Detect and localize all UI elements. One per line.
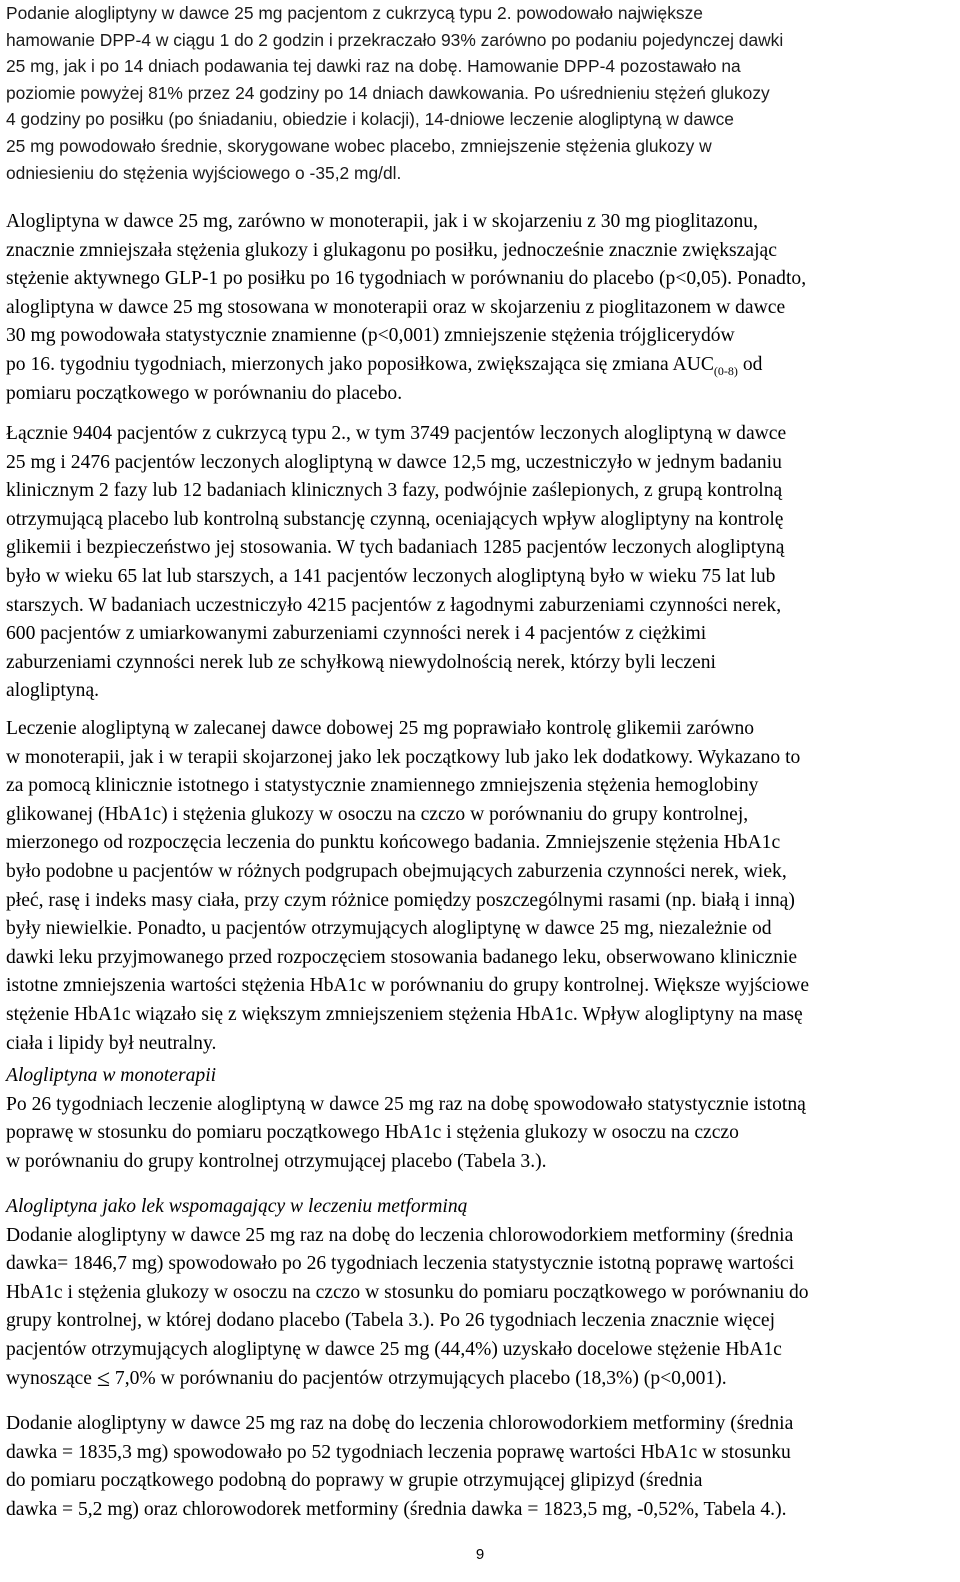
text-line: odniesieniu do stężenia wyjściowego o -35,2 mg/dl. — [6, 162, 402, 183]
text-line: w porównaniu do grupy kontrolnej otrzymującej placebo (Tabela 3.). — [6, 1150, 547, 1172]
text-line: glikemii i bezpieczeństwo jej stosowania. W tych badaniach 1285 pacjentów leczonych alogliptyną — [6, 537, 785, 559]
text-line-auc — [6, 351, 954, 380]
text-line: 25 mg, jak i po 14 dniach podawania tej dawki raz na dobę. Hamowanie DPP-4 pozostawało na — [6, 56, 741, 77]
paragraph-52-weeks — [6, 1410, 954, 1524]
text-line: było w wieku 65 lat lub starszych, a 141 pacjentów leczonych alogliptyną było w wieku 75 lat lub — [6, 565, 776, 587]
section-metformin-addon — [6, 1193, 954, 1393]
text-line: hamowanie DPP-4 w ciągu 1 do 2 godzin i przekraczało 93% zarówno po podaniu pojedynczej dawki — [6, 29, 784, 50]
text-line: 30 mg powodowała statystycznie znamienne (p<0,001) zmniejszenie stężenia trójglicerydów — [6, 325, 735, 347]
section-heading: Alogliptyna w monoterapii — [6, 1065, 217, 1086]
text-line: otrzymującą placebo lub kontrolną substancję czynną, oceniających wpływ alogliptyny na kontrolę — [6, 508, 784, 530]
text-line: istotne zmniejszenia wartości stężenia HbA1c w porównaniu do grupy kontrolnej. Większe wyjściowe — [6, 975, 810, 997]
text-line: 4 godziny po posiłku (po śniadaniu, obiedzie i kolacji), 14-dniowe leczenie alogliptyną w dawce — [6, 109, 734, 130]
section-monotherapy — [6, 1062, 954, 1176]
text-line: alogliptyną. — [6, 680, 100, 702]
text-line: poziomie powyżej 81% przez 24 godziny po 14 dniach dawkowania. Po uśrednieniu stężeń glukozy — [6, 82, 770, 103]
text-segment: po 16. tygodniu tygodniach, mierzonych jako poposiłkowa, zwiększająca się zmiana AUC — [6, 353, 714, 375]
paragraph-pharmacodynamics — [6, 0, 954, 186]
text-segment: od — [737, 353, 763, 375]
text-line: mierzonego od rozpoczęcia leczenia do punktu końcowego badania. Zmniejszenie stężenia HbA1c — [6, 832, 781, 854]
text-line: dawka = 5,2 mg) oraz chlorowodorek metforminy (średnia dawka = 1823,5 mg, -0,52%, Tabela 4.). — [6, 1498, 787, 1520]
text-line: za pomocą klinicznie istotnego i statystycznie znamiennego zmniejszenia stężenia hemoglobiny — [6, 775, 759, 797]
paragraph-glycemic-control — [6, 715, 954, 1058]
text-line: glikowanej (HbA1c) i stężenia glukozy w osoczu na czczo w porównaniu do grupy kontrolnej, — [6, 803, 749, 825]
page-number: 9 — [475, 1546, 485, 1563]
text-line: Po 26 tygodniach leczenie alogliptyną w dawce 25 mg raz na dobę spowodowało statystycznie istotną — [6, 1093, 806, 1115]
text-segment: 7,0% w porównaniu do pacjentów otrzymujących placebo (18,3%) (p<0,001). — [110, 1367, 727, 1389]
text-line: pomiaru początkowego w porównaniu do placebo. — [6, 382, 403, 404]
less-or-equal-symbol: ≤ — [96, 1365, 111, 1392]
text-line: płeć, rasę i indeks masy ciała, przy czym różnice pomiędzy poszczególnymi rasami (np. białą i inną) — [6, 889, 795, 911]
text-line: Łącznie 9404 pacjentów z cukrzycą typu 2., w tym 3749 pacjentów leczonych alogliptyną w dawce — [6, 423, 787, 444]
text-line: dawka = 1835,3 mg) spowodowało po 52 tygodniach leczenia poprawę wartości HbA1c w stosunku — [6, 1441, 791, 1463]
text-line: Dodanie alogliptyny w dawce 25 mg raz na dobę do leczenia chlorowodorkiem metforminy (średnia — [6, 1224, 794, 1246]
paragraph-patient-count — [6, 420, 954, 706]
text-line: Podanie alogliptyny w dawce 25 mg pacjentom z cukrzycą typu 2. powodowało największe — [6, 3, 703, 23]
text-line: 25 mg powodowało średnie, skorygowane wobec placebo, zmniejszenie stężenia glukozy w — [6, 135, 712, 156]
text-line: grupy kontrolnej, w której dodano placebo (Tabela 3.). Po 26 tygodniach leczenia znacznie więcej — [6, 1310, 776, 1332]
text-line: alogliptyna w dawce 25 mg stosowana w monoterapii oraz w skojarzeniu z pioglitazonem w dawce — [6, 296, 786, 318]
text-line: było podobne u pacjentów w różnych podgrupach obejmujących zaburzenia czynności nerek, wiek, — [6, 860, 787, 882]
paragraph-glucose-glucagon — [6, 208, 954, 408]
text-line: 600 pacjentów z umiarkowanymi zaburzeniami czynności nerek i 4 pacjentów z ciężkimi — [6, 623, 707, 645]
text-line: pacjentów otrzymujących alogliptynę w dawce 25 mg (44,4%) uzyskało docelowe stężenie HbA1c — [6, 1338, 782, 1360]
text-line: dawka= 1846,7 mg) spowodowało po 26 tygodniach leczenia statystycznie istotną poprawę wartości — [6, 1253, 795, 1275]
text-line: HbA1c i stężenia glukozy w osoczu na czczo w stosunku do pomiaru początkowego w porównaniu do — [6, 1281, 809, 1303]
text-line: dawki leku przyjmowanego przed rozpoczęciem stosowania badanego leku, obserwowano klinicznie — [6, 946, 798, 968]
text-line: 25 mg i 2476 pacjentów leczonych alogliptyną w dawce 12,5 mg, uczestniczyło w jednym badaniu — [6, 451, 782, 473]
text-line: ciała i lipidy był neutralny. — [6, 1032, 217, 1054]
text-line: stężenie aktywnego GLP-1 po posiłku po 16 tygodniach w porównaniu do placebo (p<0,05). Ponadto, — [6, 268, 807, 290]
text-line: do pomiaru początkowego podobną do poprawy w grupie otrzymującej glipizyd (średnia — [6, 1470, 703, 1492]
auc-subscript: (0-8) — [713, 363, 738, 378]
section-heading: Alogliptyna jako lek wspomagający w leczeniu metforminą — [6, 1196, 468, 1217]
text-line: Alogliptyna w dawce 25 mg, zarówno w monoterapii, jak i w skojarzeniu z 30 mg pioglitazonu, — [6, 211, 759, 232]
text-line-hba1c-target — [6, 1365, 954, 1394]
text-line: starszych. W badaniach uczestniczyło 4215 pacjentów z łagodnymi zaburzeniami czynności nerek, — [6, 594, 782, 616]
text-line: Dodanie alogliptyny w dawce 25 mg raz na dobę do leczenia chlorowodorkiem metforminy (średnia — [6, 1413, 794, 1434]
text-line: klinicznym 2 fazy lub 12 badaniach klinicznych 3 fazy, podwójnie zaślepionych, z grupą kontrolną — [6, 480, 783, 502]
text-line: poprawę w stosunku do pomiaru początkowego HbA1c i stężenia glukozy w osoczu na czczo — [6, 1122, 739, 1144]
text-line: były niewielkie. Ponadto, u pacjentów otrzymujących alogliptynę w dawce 25 mg, niezależnie od — [6, 918, 772, 940]
text-segment: wynoszące — [6, 1367, 97, 1389]
text-line: zaburzeniami czynności nerek lub ze schyłkową niewydolnością nerek, którzy byli leczeni — [6, 651, 716, 673]
text-line: Leczenie alogliptyną w zalecanej dawce dobowej 25 mg poprawiało kontrolę glikemii zarówno — [6, 718, 755, 739]
text-line: stężenie HbA1c wiązało się z większym zmniejszeniem stężenia HbA1c. Wpływ alogliptyny na masę — [6, 1003, 803, 1025]
text-line: w monoterapii, jak i w terapii skojarzonej jako lek początkowy lub jako lek dodatkowy. Wykazano to — [6, 746, 801, 768]
text-line: znacznie zmniejszała stężenia glukozy i glukagonu po posiłku, jednocześnie znacznie zwiększając — [6, 239, 777, 261]
